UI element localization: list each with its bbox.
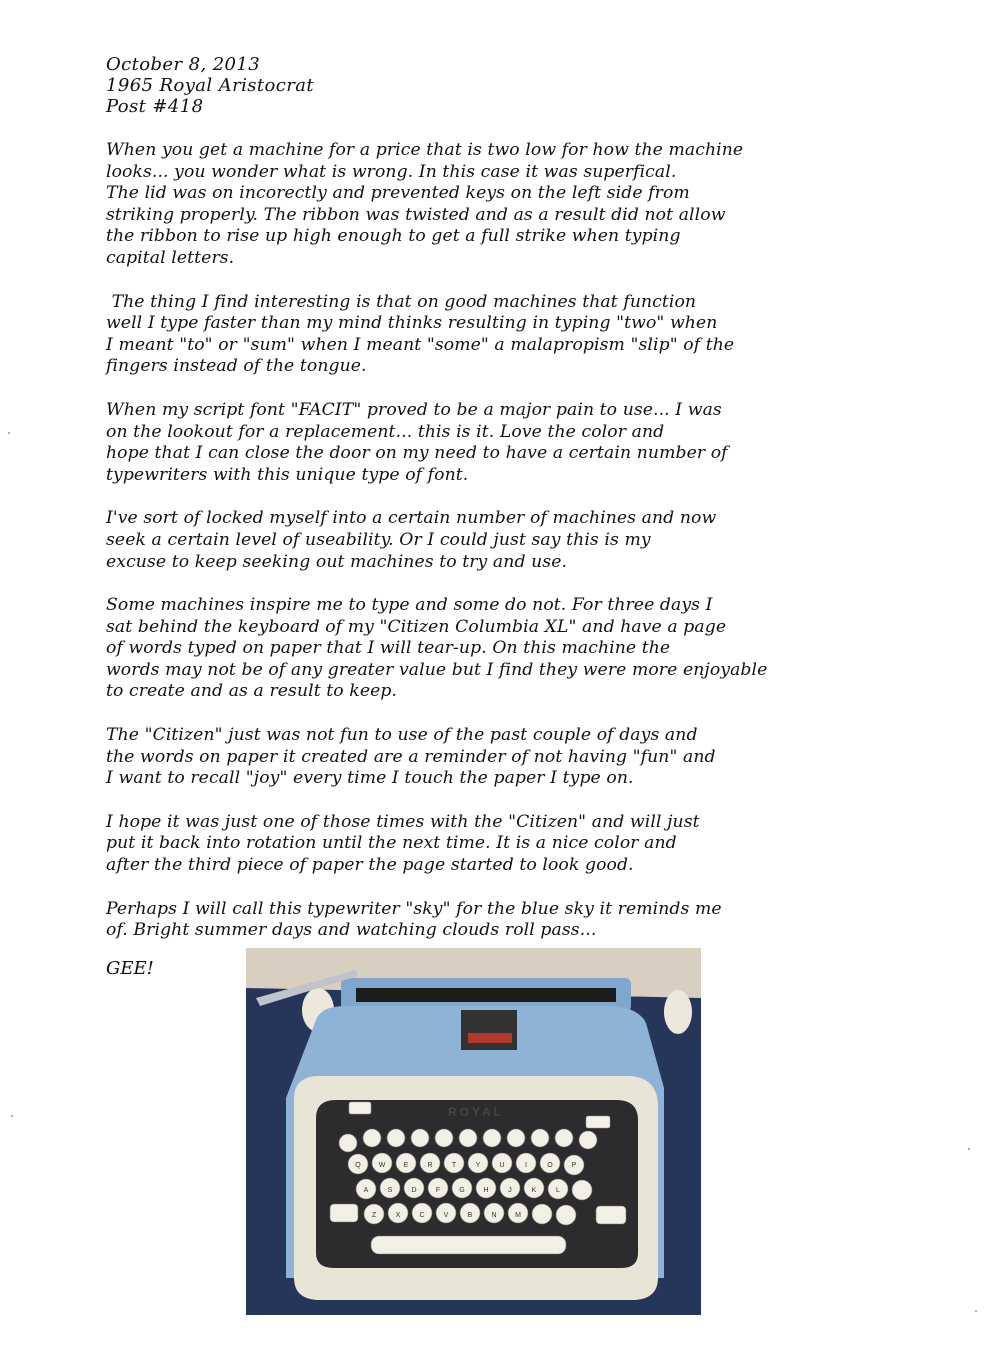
- post-number: Post #418: [106, 96, 204, 117]
- key-label: D: [411, 1187, 417, 1194]
- text-line: to create and as a result to keep.: [106, 681, 398, 702]
- key-label: E: [403, 1162, 409, 1169]
- text-line: When my script font "FACIT" proved to be a major pain to use... I was: [106, 399, 722, 420]
- right-platen-knob: [664, 990, 692, 1034]
- text-line: of words typed on paper that I will tear-up. On this machine the: [106, 638, 671, 659]
- typewriter-model: 1965 Royal Aristocrat: [106, 75, 315, 96]
- key-label: P: [571, 1162, 577, 1169]
- text-line: I want to recall "joy" every time I touch the paper I type on.: [106, 768, 634, 789]
- paper-speck: [11, 1115, 13, 1117]
- letter-header: [106, 54, 314, 117]
- key-label: Z: [371, 1212, 377, 1219]
- text-line: of. Bright summer days and watching clouds roll pass...: [106, 920, 597, 941]
- key-label: O: [547, 1162, 553, 1169]
- text-line: I've sort of locked myself into a certain number of machines and now: [106, 508, 717, 529]
- key-label: L: [556, 1187, 560, 1194]
- key-label: W: [378, 1162, 386, 1169]
- ribbon: [468, 1033, 512, 1043]
- key-label: V: [443, 1212, 449, 1219]
- text-line: the ribbon to rise up high enough to get a full strike when typing: [106, 226, 681, 247]
- key-label: Q: [355, 1162, 361, 1169]
- text-line: well I type faster than my mind thinks resulting in typing "two" when: [106, 313, 718, 334]
- paragraph: [106, 595, 906, 703]
- key-label: Y: [475, 1162, 481, 1169]
- text-line: the words on paper it created are a reminder of not having "fun" and: [106, 746, 716, 767]
- text-line: I meant "to" or "sum" when I meant "some" a malapropism "slip" of the: [106, 334, 735, 355]
- text-line: put it back into rotation until the next time. It is a nice color and: [106, 833, 677, 854]
- text-line: Perhaps I will call this typewriter "sky" for the blue sky it reminds me: [106, 898, 722, 919]
- letter-body: [106, 140, 906, 964]
- paragraph: [106, 400, 906, 486]
- text-line: typewriters with this unique type of font.: [106, 464, 469, 485]
- text-line: Some machines inspire me to type and some do not. For three days I: [106, 595, 713, 616]
- key-label: H: [483, 1187, 489, 1194]
- text-line: looks... you wonder what is wrong. In this case it was superfical.: [106, 161, 677, 182]
- key-label: T: [451, 1162, 457, 1169]
- left-shift-key: [330, 1204, 358, 1222]
- text-line: When you get a machine for a price that is two low for how the machine: [106, 140, 744, 160]
- paragraph: [106, 508, 906, 573]
- space-bar: [371, 1236, 566, 1254]
- key-label: S: [387, 1187, 393, 1194]
- typewriter-photo: [246, 948, 701, 1315]
- key-label: R: [427, 1162, 433, 1169]
- typebar-basket: [461, 1010, 517, 1050]
- paragraph: [106, 812, 906, 877]
- text-line: capital letters.: [106, 247, 235, 268]
- paper-speck: [968, 1148, 970, 1150]
- text-line: on the lookout for a replacement... this is it. Love the color and: [106, 421, 665, 442]
- key-label: N: [491, 1212, 497, 1219]
- column-set-button: [586, 1116, 610, 1128]
- paragraph: [106, 725, 906, 790]
- text-line: fingers instead of the tongue.: [106, 356, 367, 377]
- text-line: The lid was on incorectly and prevented keys on the left side from: [106, 183, 690, 204]
- platen: [356, 988, 616, 1002]
- key-label: U: [499, 1162, 505, 1169]
- typewriter-illustration: [246, 948, 701, 1315]
- text-line: The thing I find interesting is that on good machines that function: [106, 291, 697, 312]
- signature: GEE!: [106, 958, 154, 979]
- text-line: after the third piece of paper the page started to look good.: [106, 855, 634, 876]
- text-line: sat behind the keyboard of my "Citizen Columbia XL" and have a page: [106, 616, 727, 637]
- key-label: X: [395, 1212, 401, 1219]
- text-line: excuse to keep seeking out machines to try and use.: [106, 551, 568, 572]
- paper-speck: [8, 432, 10, 434]
- column-clear-button: [349, 1102, 371, 1114]
- key-label: K: [531, 1187, 537, 1194]
- text-line: striking properly. The ribbon was twisted and as a result did not allow: [106, 204, 726, 225]
- letter-date: October 8, 2013: [106, 54, 261, 75]
- paragraph: [106, 899, 906, 942]
- brand-logo: ROYAL: [448, 1105, 504, 1119]
- right-shift-key: [596, 1206, 626, 1224]
- key-label: M: [515, 1212, 521, 1219]
- key-label: A: [363, 1187, 369, 1194]
- text-line: The "Citizen" just was not fun to use of the past couple of days and: [106, 725, 698, 746]
- paragraph: [106, 292, 906, 378]
- key-label: C: [419, 1212, 425, 1219]
- text-line: I hope it was just one of those times with the "Citizen" and will just: [106, 811, 700, 832]
- paper-speck: [975, 1310, 977, 1312]
- text-line: hope that I can close the door on my need to have a certain number of: [106, 443, 728, 464]
- key-label: F: [435, 1187, 441, 1194]
- text-line: seek a certain level of useability. Or I could just say this is my: [106, 529, 651, 550]
- key-label: G: [459, 1187, 465, 1194]
- key-label: J: [508, 1187, 512, 1194]
- key-label: B: [467, 1212, 473, 1219]
- text-line: words may not be of any greater value but I find they were more enjoyable: [106, 659, 768, 680]
- key-label: I: [525, 1162, 527, 1169]
- paragraph: [106, 140, 906, 270]
